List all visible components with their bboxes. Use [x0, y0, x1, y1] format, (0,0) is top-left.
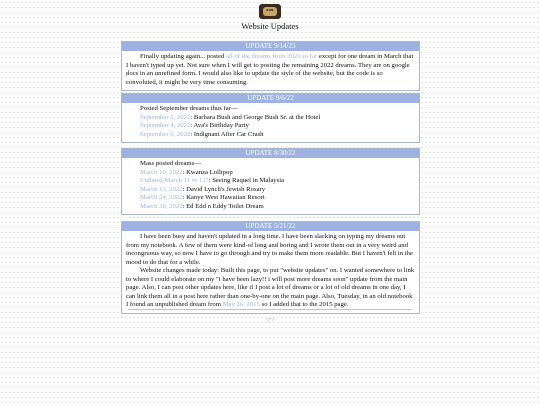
dreams-2023-link[interactable]: all of the dreams from 2023 so far [226, 53, 318, 60]
dream-title: Kanye West Hawaiian Resort [186, 194, 265, 201]
paragraph-text: I have been busy and haven't updated in a long time. I have been slacking on typing my dreams out from my notebook. A few of them were kind-of long and boring and I wrote them out in a very weird and incongruous way, so now I have to go through and try to make them more readable. But I haven't felt in the mood to do that for a while. [126, 233, 413, 266]
post-body [122, 231, 419, 313]
dream-title: Seeing Raquel in Malaysia [212, 177, 285, 184]
dream-date-link[interactable]: March 24, 2022 [140, 194, 183, 201]
post-body [122, 158, 419, 214]
list-item: March 24, 2022: Kanye West Hawaiian Resort [140, 194, 265, 201]
dream-title: Kwanza Lollipop [186, 168, 233, 176]
list-item: March 10, 2022: Kwanza Lollipop [140, 168, 233, 176]
footer-link[interactable]: ??? [266, 318, 274, 324]
dream-title: David Lynch's Jewish Rosary [186, 185, 266, 193]
list-item: September 4, 2022: Ava's Birthday Party [140, 122, 249, 129]
dream-list [140, 114, 415, 140]
dream-date-link[interactable]: September 6, 2022 [140, 130, 191, 138]
dream-title: Barbara Bush and George Bush Sr. at the Hotel [193, 113, 321, 121]
update-post [121, 41, 420, 91]
list-item: September 6, 2022: Indignant After Car Crash [140, 130, 264, 138]
post-heading: UPDATE 9/6/22 [122, 94, 419, 103]
logo-text: RAN [266, 8, 274, 12]
dream-2015-link[interactable]: May 26, 2015 [222, 301, 260, 308]
list-item: March 13, 2022: David Lynch's Jewish Rosary [140, 185, 266, 193]
post-body [122, 103, 419, 142]
post-paragraph [126, 53, 415, 87]
post-intro: Mass posted dreams— [140, 160, 201, 167]
paragraph-text: Finally updating again... posted [140, 53, 226, 60]
post-intro: Posted September dreams thus far— [140, 105, 238, 112]
list-item: Undated/March 11 or 12?: Seeing Raquel in Malaysia [140, 177, 285, 184]
dream-date-link[interactable]: March 13, 2022 [140, 185, 183, 193]
paragraph-text: except for one dream in March that I haven't typed up yet. Not sure when I will get to posting the remaining 2022 dreams. They are on google docs in an unrefined form. I would also like to update the style of the website, but the code is so convoluted, it might be very time consuming. [126, 53, 414, 86]
post-heading: UPDATE 8/30/22 [122, 149, 419, 158]
list-item: March 30, 2022: Ed Edd n Eddy Toilet Dream [140, 202, 264, 210]
paragraph-text: so I added that to the 2015 page. [259, 301, 349, 308]
dream-title: Indignant After Car Crash [193, 130, 264, 138]
dream-date-link[interactable]: March 10, 2022 [140, 168, 183, 176]
dream-date-link[interactable]: Undated/March 11 or 12? [140, 177, 209, 184]
post-heading: UPDATE 9/14/23 [122, 42, 419, 51]
site-logo[interactable] [259, 4, 281, 19]
update-post [121, 148, 420, 215]
post-paragraph [126, 233, 415, 267]
post-heading: UPDATE 5/21/22 [122, 222, 419, 231]
update-post [121, 221, 420, 314]
dream-date-link[interactable]: March 30, 2022 [140, 202, 183, 210]
list-item: September 3, 2022: Barbara Bush and George Bush Sr. at the Hotel [140, 113, 321, 121]
paragraph-text: Website changes made today: Built this page, to put "website updates" on. I wanted somewhere to link to where I could elaborate on my "i have been lazy!! i will post more dreams soon" update from the main page. Also, I can post other updates here, like if I post a lot of dreams or a lot of old dreams in one day, I can link them all in a post here rather than one-by-one on the main page. Also, Tuesday, in an old notebook I found an unpublished dream from [126, 267, 415, 308]
footer-divider [128, 309, 412, 310]
dream-title: Ed Edd n Eddy Toilet Dream [186, 202, 264, 210]
update-post [121, 93, 420, 143]
dream-list [140, 169, 415, 212]
post-paragraph [126, 267, 415, 310]
dream-date-link[interactable]: September 3, 2022 [140, 113, 191, 121]
dream-date-link[interactable]: September 4, 2022 [140, 122, 191, 129]
page-title: Website Updates [241, 21, 299, 31]
dream-title: Ava's Birthday Party [193, 122, 249, 129]
post-body [122, 51, 419, 90]
